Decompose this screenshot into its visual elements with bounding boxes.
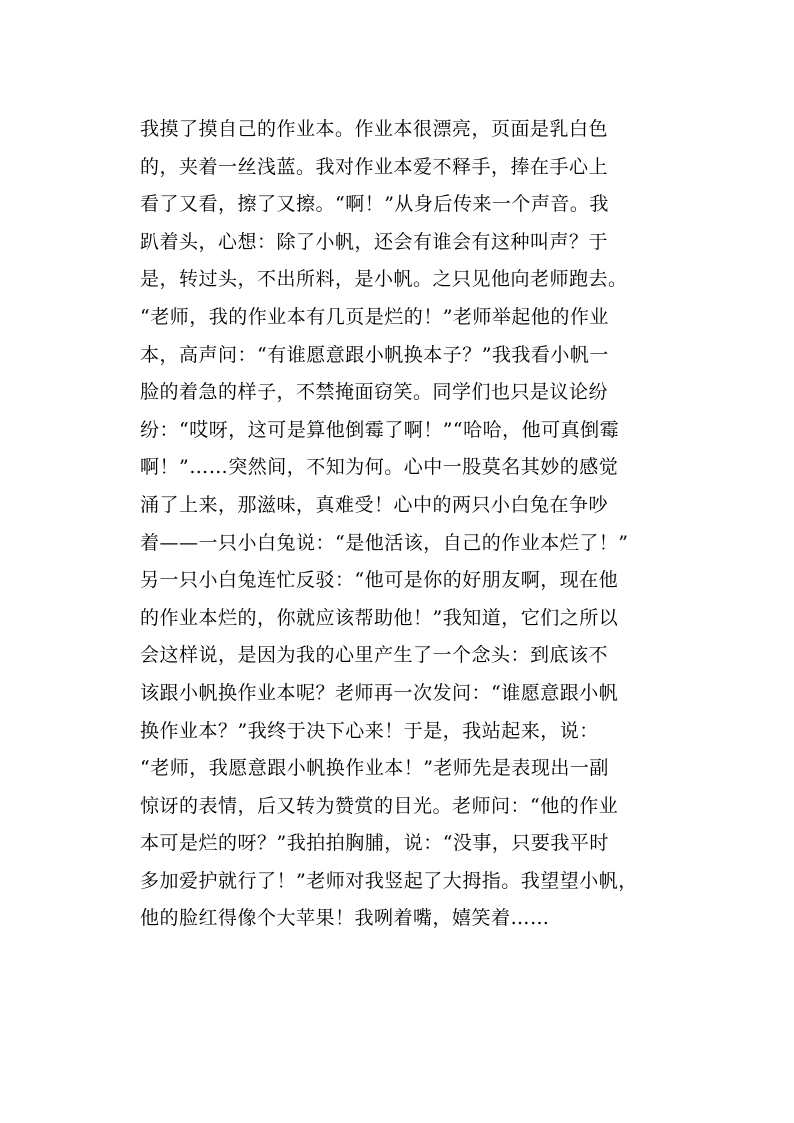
text-line: 的，夹着一丝浅蓝。我对作业本爱不释手，捧在手心上 (140, 155, 609, 178)
text-line: 本，高声问：“有谁愿意跟小帆换本子？”我我看小帆一 (140, 343, 609, 366)
text-line: “老师，我愿意跟小帆换作业本！”老师先是表现出一副 (140, 757, 609, 780)
text-line: 该跟小帆换作业本呢？老师再一次发问：“谁愿意跟小帆 (140, 681, 619, 704)
text-line: 惊讶的表情，后又转为赞赏的目光。老师问：“他的作业 (140, 794, 619, 817)
text-line: 多加爱护就行了！”老师对我竖起了大拇指。我望望小帆， (140, 869, 638, 892)
text-line: 纷：“哎呀，这可是算他倒霉了啊！”“哈哈，他可真倒霉 (140, 418, 620, 441)
text-line: 脸的着急的样子，不禁掩面窃笑。同学们也只是议论纷 (140, 381, 609, 404)
text-line: “老师，我的作业本有几页是烂的！”老师举起他的作业 (140, 305, 609, 328)
text-line: 啊！”……突然间，不知为何。心中一股莫名其妙的感觉 (140, 456, 619, 479)
text-line: 涌了上来，那滋味，真难受！心中的两只小白兔在争吵 (140, 493, 609, 516)
text-line: 着——一只小白兔说：“是他活该，自己的作业本烂了！” (140, 531, 629, 554)
text-line: 是，转过头，不出所料，是小帆。之只见他向老师跑去。 (140, 268, 628, 291)
text-line: 换作业本？”我终于决下心来！于是，我站起来，说： (140, 719, 599, 742)
text-line: 会这样说，是因为我的心里产生了一个念头：到底该不 (140, 644, 609, 667)
text-line: 另一只小白兔连忙反驳：“他可是你的好朋友啊，现在他 (140, 569, 619, 592)
text-line: 的作业本烂的，你就应该帮助他！”我知道，它们之所以 (140, 606, 619, 629)
text-line: 我摸了摸自己的作业本。作业本很漂亮，页面是乳白色 (140, 118, 609, 140)
text-line: 他的脸红得像个大苹果！我咧着嘴，嬉笑着…… (140, 907, 550, 930)
text-line: 看了又看，擦了又擦。“啊！”从身后传来一个声音。我 (140, 193, 609, 216)
text-line: 本可是烂的呀？”我拍拍胸脯，说：“没事，只要我平时 (140, 832, 609, 855)
text-line: 趴着头，心想：除了小帆，还会有谁会有这种叫声？于 (140, 230, 609, 253)
paragraph (140, 111, 700, 938)
